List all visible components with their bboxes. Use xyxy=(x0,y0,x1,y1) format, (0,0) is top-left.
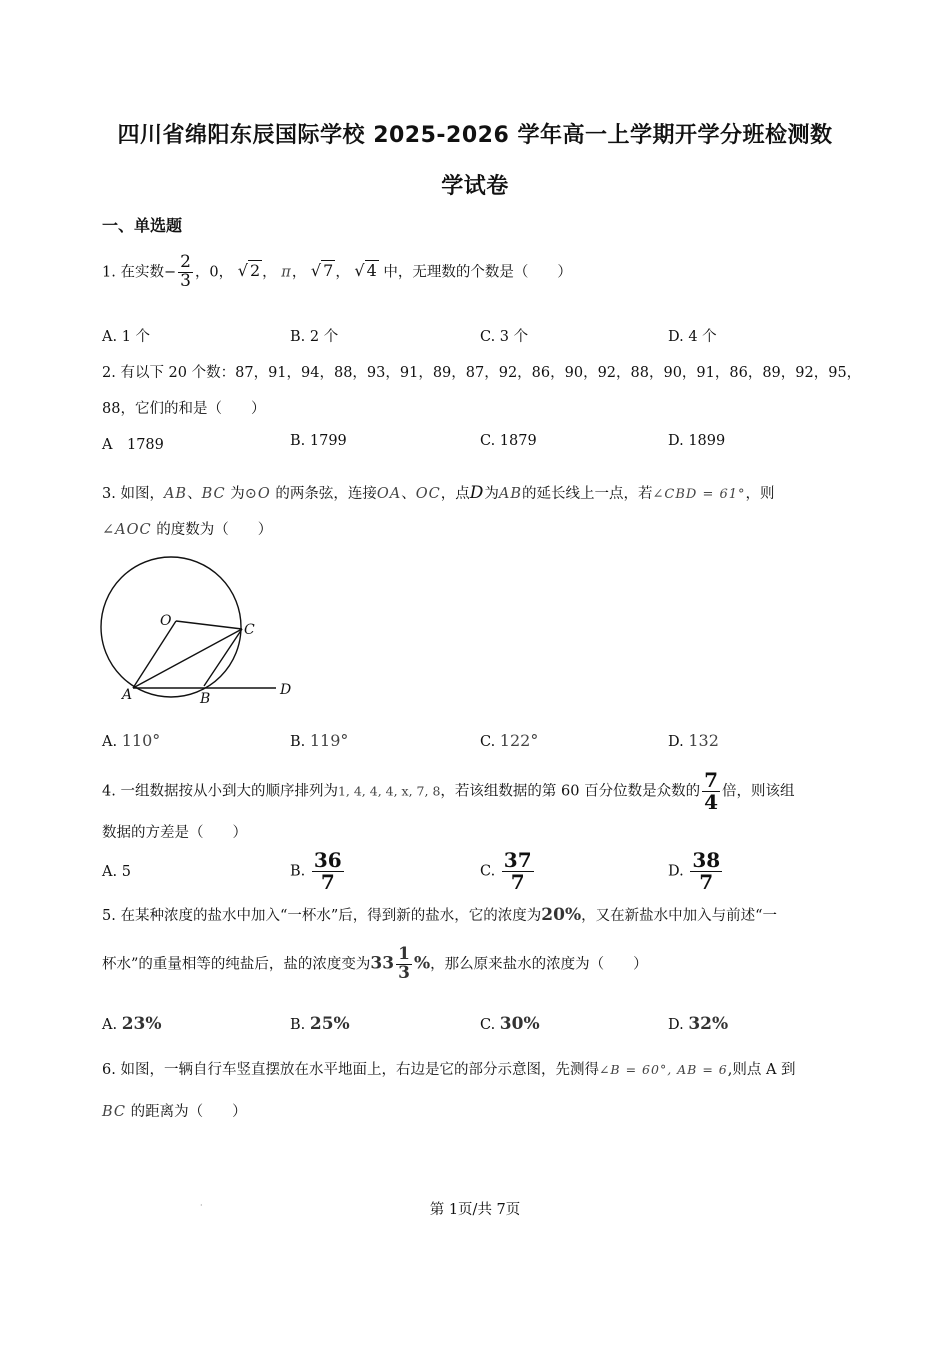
q5-option-d xyxy=(668,1014,728,1034)
q5-option-a xyxy=(102,1014,162,1034)
question-5-line1 xyxy=(102,904,777,925)
q3-option-c-value: 122° xyxy=(499,731,539,750)
q2-options xyxy=(102,433,862,457)
label-c: C xyxy=(244,622,255,638)
label-o: O xyxy=(160,613,172,629)
q5-option-b-letter: B. xyxy=(290,1017,306,1033)
q3-text-4: 的两条弦，连接 xyxy=(270,486,377,502)
q5-option-c xyxy=(480,1014,540,1034)
q3-text-9: ，则 xyxy=(745,486,775,502)
label-b: B xyxy=(200,691,211,707)
q5-option-c-value: 30% xyxy=(499,1014,540,1034)
question-6-line1 xyxy=(102,1058,796,1079)
q3-text-2: 、 xyxy=(187,486,202,502)
document-title-line1: 四川省绵阳东辰国际学校 2025-2026 学年高一上学期开学分班检测数 xyxy=(117,123,833,148)
q3-angle-cbd: ∠CBD = 61° xyxy=(652,487,746,502)
q4-option-d-letter: D. xyxy=(668,863,684,880)
q1-sep1: ，0， xyxy=(194,264,234,281)
q3-options xyxy=(102,731,862,755)
q6-condition: ∠B = 60°, AB = 6 xyxy=(598,1062,728,1077)
q1-sep2: ， xyxy=(262,264,277,281)
q1-sqrt-2: √ 2 xyxy=(237,261,261,281)
q3-oa: OA xyxy=(376,486,402,502)
q3-option-a-value: 110° xyxy=(121,731,161,750)
q3-angle-aoc: ∠AOC xyxy=(102,522,152,538)
q2-option-b: B. 1799 xyxy=(290,433,347,449)
q3-ab-2: AB xyxy=(498,486,523,502)
section-heading: 一、单选题 xyxy=(102,216,183,235)
q3-option-d-letter: D. xyxy=(668,734,684,750)
q5-text-2: ，又在新盐水中加入与前述“一 xyxy=(581,908,778,924)
q5-text-1: 5. 在某种浓度的盐水中加入“一杯水”后，得到新的盐水，它的浓度为 xyxy=(102,908,542,924)
q6-bc: BC xyxy=(102,1104,127,1120)
q1-options xyxy=(102,325,862,349)
q6-text-2: ,则点 A 到 xyxy=(727,1062,796,1078)
q3-d: D xyxy=(469,483,485,503)
q3-text-5: 、 xyxy=(401,486,416,502)
q1-neg: − xyxy=(163,264,177,281)
q3-option-d xyxy=(668,731,719,750)
q1-frac-num: 2 xyxy=(180,252,191,272)
q3-circle-figure xyxy=(96,555,306,710)
q1-sep3: ， xyxy=(291,264,307,281)
question-3-line2 xyxy=(102,518,272,539)
q1-frac-den: 3 xyxy=(180,270,191,291)
q5-text-4: ，那么原来盐水的浓度为（ ） xyxy=(430,956,648,973)
q4-option-b-den: 7 xyxy=(320,870,335,894)
q4-option-c-frac xyxy=(502,850,534,893)
q5-frac-num: 1 xyxy=(398,944,410,964)
question-6-line2 xyxy=(102,1100,247,1121)
q4-option-d-den: 7 xyxy=(699,870,714,894)
q3-text-6: ，点 xyxy=(440,486,470,502)
question-4-line1 xyxy=(102,770,795,813)
q1-fraction xyxy=(178,254,193,291)
q3-option-a-letter: A. xyxy=(102,734,118,750)
q4-option-c-den: 7 xyxy=(510,870,525,894)
q5-options xyxy=(102,1014,862,1038)
q3-text-7: 为 xyxy=(484,486,499,502)
q2-option-a: A 1789 xyxy=(102,437,164,453)
q4-option-a: A. 5 xyxy=(102,864,131,880)
q1-option-d: D. 4 个 xyxy=(668,329,717,345)
q3-text-10: 的度数为（ ） xyxy=(151,522,273,538)
q1-option-b: B. 2 个 xyxy=(290,329,339,345)
q6-text-1: 6. 如图，一辆自行车竖直摆放在水平地面上，右边是它的部分示意图，先测得 xyxy=(102,1062,599,1078)
q5-option-c-letter: C. xyxy=(480,1017,496,1033)
segment-ac xyxy=(133,629,242,688)
label-a: A xyxy=(122,687,133,703)
q3-option-b-letter: B. xyxy=(290,734,306,750)
q5-whole: 33 xyxy=(370,953,395,974)
q4-option-c-letter: C. xyxy=(480,863,496,880)
q1-sqrt-7-rad: 7 xyxy=(323,261,334,281)
q4-option-b xyxy=(290,850,346,893)
q3-text-1: 3. 如图， xyxy=(102,486,164,502)
q5-percent-sign: % xyxy=(413,953,431,974)
q4-text-1: 4. 一组数据按从小到大的顺序排列为 xyxy=(102,783,338,800)
q3-option-c-letter: C. xyxy=(480,734,496,750)
q1-sqrt-4: √ 4 xyxy=(354,261,377,281)
q1-option-a: A. 1 个 xyxy=(102,329,151,345)
q5-option-a-value: 23% xyxy=(121,1014,162,1034)
q1-pi: π xyxy=(281,264,292,281)
question-3-line1 xyxy=(102,482,775,503)
q5-text-3: 杯水”的重量相等的纯盐后，盐的浓度变为 xyxy=(102,956,371,973)
q1-sqrt-4-rad: 4 xyxy=(366,261,377,281)
q5-option-d-value: 32% xyxy=(688,1014,729,1034)
q3-option-b xyxy=(290,731,348,750)
q3-option-d-value: 132 xyxy=(688,731,719,750)
stray-mark: · xyxy=(200,1201,203,1210)
document-title-line2: 学试卷 xyxy=(441,174,509,199)
q3-text-8: 的延长线上一点，若 xyxy=(522,486,653,502)
q3-option-b-value: 119° xyxy=(309,731,349,750)
q1-sqrt-7: √ 7 xyxy=(310,261,334,281)
q3-oc: OC xyxy=(415,486,441,502)
q4-option-b-frac xyxy=(312,850,344,893)
question-2-line1: 2. 有以下 20 个数：87，91，94，88，93，91，89，87，92，86，90，92，88，90，91，86，89，92，95， xyxy=(102,365,862,381)
q4-text-3: 倍，则该组 xyxy=(722,783,795,800)
q5-option-b-value: 25% xyxy=(309,1014,350,1034)
q5-option-a-letter: A. xyxy=(102,1017,118,1033)
q4-option-c xyxy=(480,850,536,893)
q3-ab: AB xyxy=(163,486,188,502)
label-d: D xyxy=(280,682,292,698)
q5-fraction xyxy=(396,946,412,983)
q4-option-d-frac xyxy=(690,850,722,893)
q4-option-b-letter: B. xyxy=(290,863,306,880)
segment-oa xyxy=(133,621,176,688)
q5-option-b xyxy=(290,1014,350,1034)
q1-sep4: ， xyxy=(335,264,350,281)
q3-text-3: 为 xyxy=(225,486,245,502)
q5-frac-den: 3 xyxy=(398,962,410,983)
q1-option-c: C. 3 个 xyxy=(480,329,529,345)
page-footer: 第 1页/共 7页 xyxy=(429,1202,521,1218)
q4-option-c-num: 37 xyxy=(503,848,532,872)
q3-option-a xyxy=(102,731,160,750)
q4-option-d xyxy=(668,850,724,893)
q1-sqrt-2-rad: 2 xyxy=(249,261,261,281)
q4-options xyxy=(102,850,862,898)
q4-option-b-num: 36 xyxy=(313,848,342,872)
q2-option-c: C. 1879 xyxy=(480,433,537,449)
q6-text-3: 的距离为（ ） xyxy=(126,1104,247,1120)
q4-text-2: ，若该组数据的第 60 百分位数是众数的 xyxy=(440,783,701,800)
question-4-line2: 数据的方差是（ ） xyxy=(102,825,247,841)
q4-frac-den: 4 xyxy=(704,790,718,814)
question-2-line2: 88，它们的和是（ ） xyxy=(102,401,266,417)
question-1 xyxy=(102,254,572,291)
q1-suffix: 中，无理数的个数是（ ） xyxy=(378,264,572,281)
segment-oc xyxy=(176,621,242,629)
q4-sequence: 1, 4, 4, 4, x, 7, 8 xyxy=(337,783,441,799)
question-5-line2 xyxy=(102,946,648,983)
q4-option-d-num: 38 xyxy=(692,848,721,872)
segment-bc xyxy=(204,629,242,686)
q5-option-d-letter: D. xyxy=(668,1017,684,1033)
q5-percent-20: 20% xyxy=(541,905,582,925)
q3-circle-o: ⊙O xyxy=(244,486,271,502)
q4-frac-num: 7 xyxy=(704,768,718,792)
q4-fraction xyxy=(702,770,720,813)
q3-bc: BC xyxy=(201,486,226,502)
q2-option-d: D. 1899 xyxy=(668,433,726,449)
q1-prefix: 1. 在实数 xyxy=(102,264,164,281)
q3-option-c xyxy=(480,731,538,750)
